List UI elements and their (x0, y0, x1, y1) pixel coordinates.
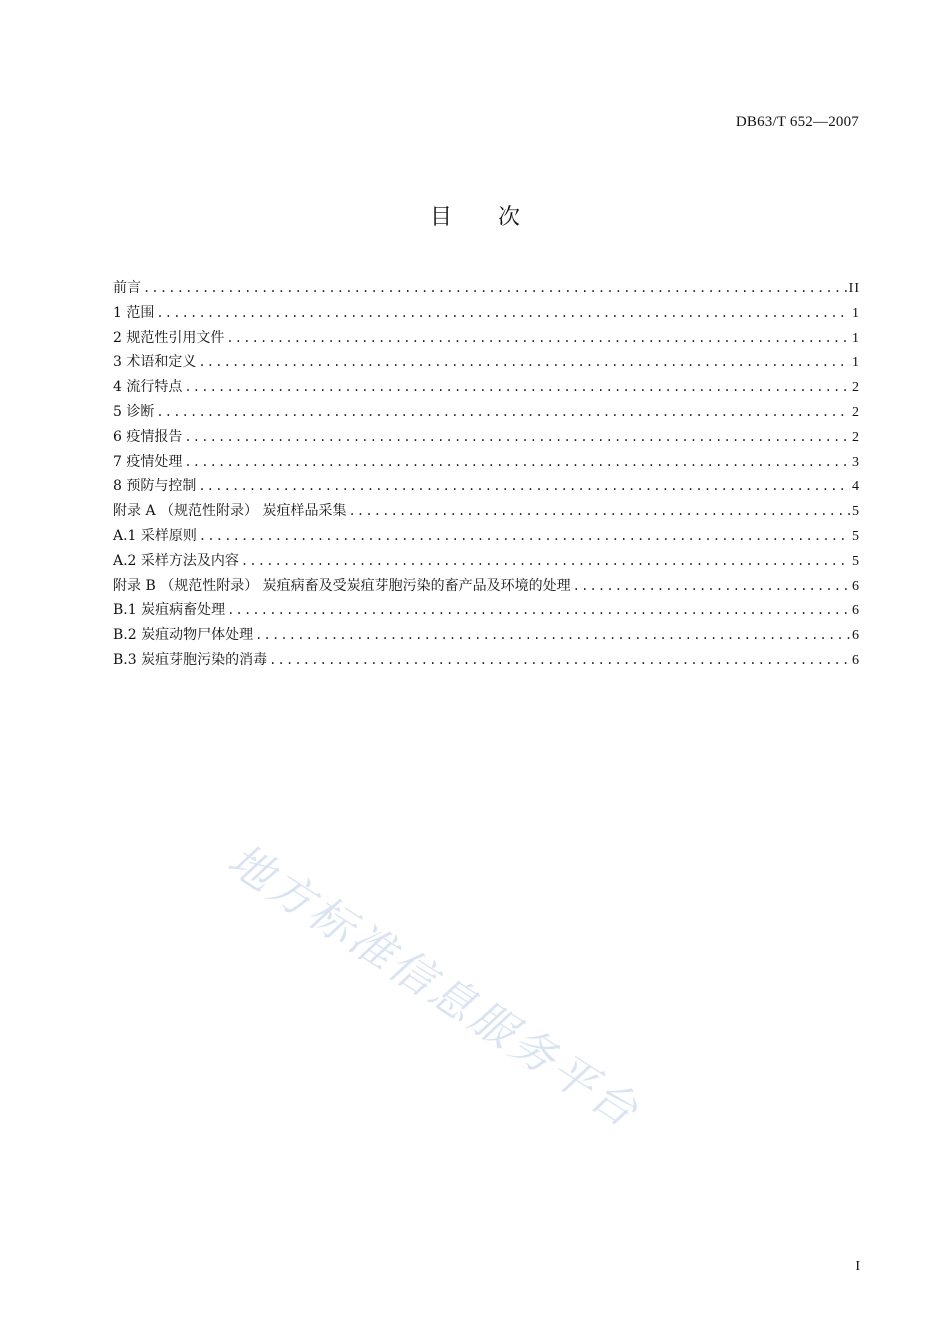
toc-entry-page: 6 (852, 652, 860, 668)
watermark: 地方标准信息服务平台 (218, 834, 649, 1139)
toc-entry-label: B.2 炭疽动物尸体处理 (113, 627, 254, 644)
toc-title: 目次 (429, 205, 566, 230)
toc-dot-leader (199, 524, 850, 549)
toc-entry-page: 6 (852, 603, 860, 619)
toc-entry-foreword[interactable] (113, 276, 860, 301)
toc-entry-label: 6 疫情报告 (113, 428, 183, 445)
toc-entry-epidemic-handling[interactable] (113, 450, 860, 475)
toc-entry-page: 1 (852, 330, 860, 346)
toc-entry-scope[interactable] (113, 301, 860, 326)
toc-entry-appendix-a[interactable] (113, 499, 860, 524)
page-number: I (855, 1259, 860, 1274)
toc-entry-label: 8 预防与控制 (113, 478, 197, 495)
toc-dot-leader (573, 574, 850, 599)
toc-dot-leader (226, 326, 850, 351)
toc-entry-normative-references[interactable] (113, 326, 860, 351)
toc-dot-leader (255, 623, 850, 648)
toc-dot-leader (269, 648, 850, 673)
toc-entry-page: II (848, 281, 860, 296)
toc-entry-a1[interactable] (113, 524, 860, 549)
toc-entry-label: B.1 炭疽病畜处理 (113, 602, 226, 619)
toc-entry-epidemic-features[interactable] (113, 375, 860, 400)
toc-dot-leader (156, 400, 850, 425)
toc-dot-leader (184, 375, 850, 400)
toc-entry-page: 5 (852, 553, 860, 569)
toc-entry-label: 5 诊断 (113, 403, 155, 420)
toc-entry-label: 附录 A （规范性附录） 炭疽样品采集 (113, 503, 347, 520)
toc-entry-label: 前言 (113, 280, 141, 296)
toc-entry-b2[interactable] (113, 623, 860, 648)
toc-entry-b3[interactable] (113, 648, 860, 673)
toc-entry-label: A.1 采样原则 (113, 527, 197, 544)
document-code: DB63/T 652—2007 (735, 114, 859, 130)
toc-entry-page: 2 (852, 380, 860, 396)
toc-entry-label: A.2 采样方法及内容 (113, 552, 239, 569)
toc-entry-page: 4 (852, 479, 860, 495)
toc-dot-leader (184, 450, 850, 475)
toc-dot-leader (198, 474, 850, 499)
toc-entry-label: 4 流行特点 (113, 379, 183, 396)
toc-entry-page: 1 (852, 305, 860, 321)
toc-dot-leader (184, 425, 850, 450)
toc-dot-leader (156, 301, 850, 326)
toc-entry-page: 3 (852, 454, 860, 470)
toc-entry-terms-definitions[interactable] (113, 350, 860, 375)
toc-entry-label: 附录 B （规范性附录） 炭疽病畜及受炭疽芽胞污染的畜产品及环境的处理 (113, 577, 571, 594)
toc-dot-leader (241, 549, 850, 574)
toc-entry-diagnosis[interactable] (113, 400, 860, 425)
toc-entry-epidemic-report[interactable] (113, 425, 860, 450)
toc-dot-leader (348, 499, 850, 524)
toc-entry-page: 5 (852, 528, 860, 544)
toc-entry-page: 5 (852, 504, 860, 520)
toc-entry-page: 2 (852, 404, 860, 420)
toc-entry-page: 6 (852, 628, 860, 644)
toc-dot-leader (198, 350, 850, 375)
toc-entry-appendix-b[interactable] (113, 574, 860, 599)
toc-entry-label: 3 术语和定义 (113, 354, 197, 371)
toc-entry-label: 2 规范性引用文件 (113, 329, 225, 346)
toc-entry-b1[interactable] (113, 598, 860, 623)
toc-dot-leader (227, 598, 850, 623)
toc-entry-prevention-control[interactable] (113, 474, 860, 499)
table-of-contents (113, 276, 860, 673)
toc-entry-a2[interactable] (113, 549, 860, 574)
toc-entry-label: B.3 炭疽芽胞污染的消毒 (113, 651, 268, 668)
toc-entry-page: 2 (852, 429, 860, 445)
toc-entry-label: 1 范围 (113, 304, 155, 321)
toc-dot-leader (143, 276, 847, 301)
toc-entry-page: 1 (852, 355, 860, 371)
toc-entry-page: 6 (852, 578, 860, 594)
toc-entry-label: 7 疫情处理 (113, 453, 183, 470)
